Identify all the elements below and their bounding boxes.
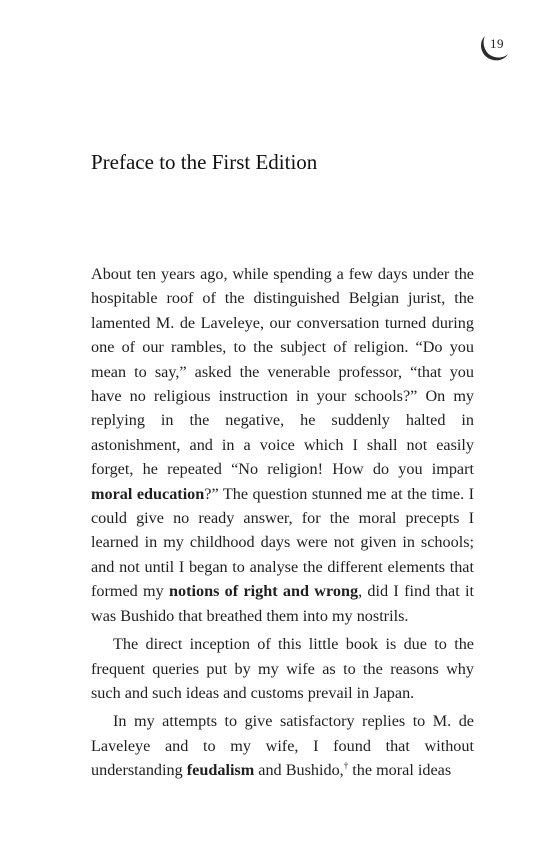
text-run: About ten years ago, while spending a few days under the hospitable roof of the distinguished Belgian jurist, the lamented M. de Laveleye, our conversation turned during one of our rambles, to the subject of religion. “Do you mean to say,” asked the venerable professor, “that you have no religious instruction in your schools?” On my replying in the negative, he suddenly halted in astonishment, and in a voice which I shall not easily forget, he repeated “No religion! How do you impart — [91, 265, 474, 479]
footnote-marker: † — [343, 760, 349, 771]
bold-term: notions of right and wrong — [169, 582, 359, 601]
paragraph — [91, 262, 474, 628]
text-run: , did I find that it was Bushido that breathed them into my nostrils. — [91, 582, 475, 625]
body-text — [91, 262, 474, 783]
page-number-block — [476, 30, 516, 66]
text-run: The direct inception of this little book is due to the frequent queries put by my wife as to the reasons why such and such ideas and customs prevail in Japan. — [91, 635, 474, 702]
paragraph — [91, 709, 474, 782]
text-run: the moral ideas — [348, 761, 452, 780]
text-run: In my attempts to give satisfactory replies to M. de Laveleye and to my wife, I found that without understanding — [91, 712, 474, 780]
text-run: ?” The question stunned me at the time. I could give no ready answer, for the moral precepts I learned in my childhood days were not given in schools; and not until I began to analyse the different elements that formed my — [91, 484, 474, 601]
text-run: and Bushido, — [254, 761, 344, 780]
bold-term: feudalism — [186, 761, 255, 780]
bold-term: moral education — [91, 484, 205, 503]
page-number: 19 — [490, 36, 504, 51]
paragraph — [91, 632, 474, 705]
chapter-title: Preface to the First Edition — [91, 150, 318, 174]
